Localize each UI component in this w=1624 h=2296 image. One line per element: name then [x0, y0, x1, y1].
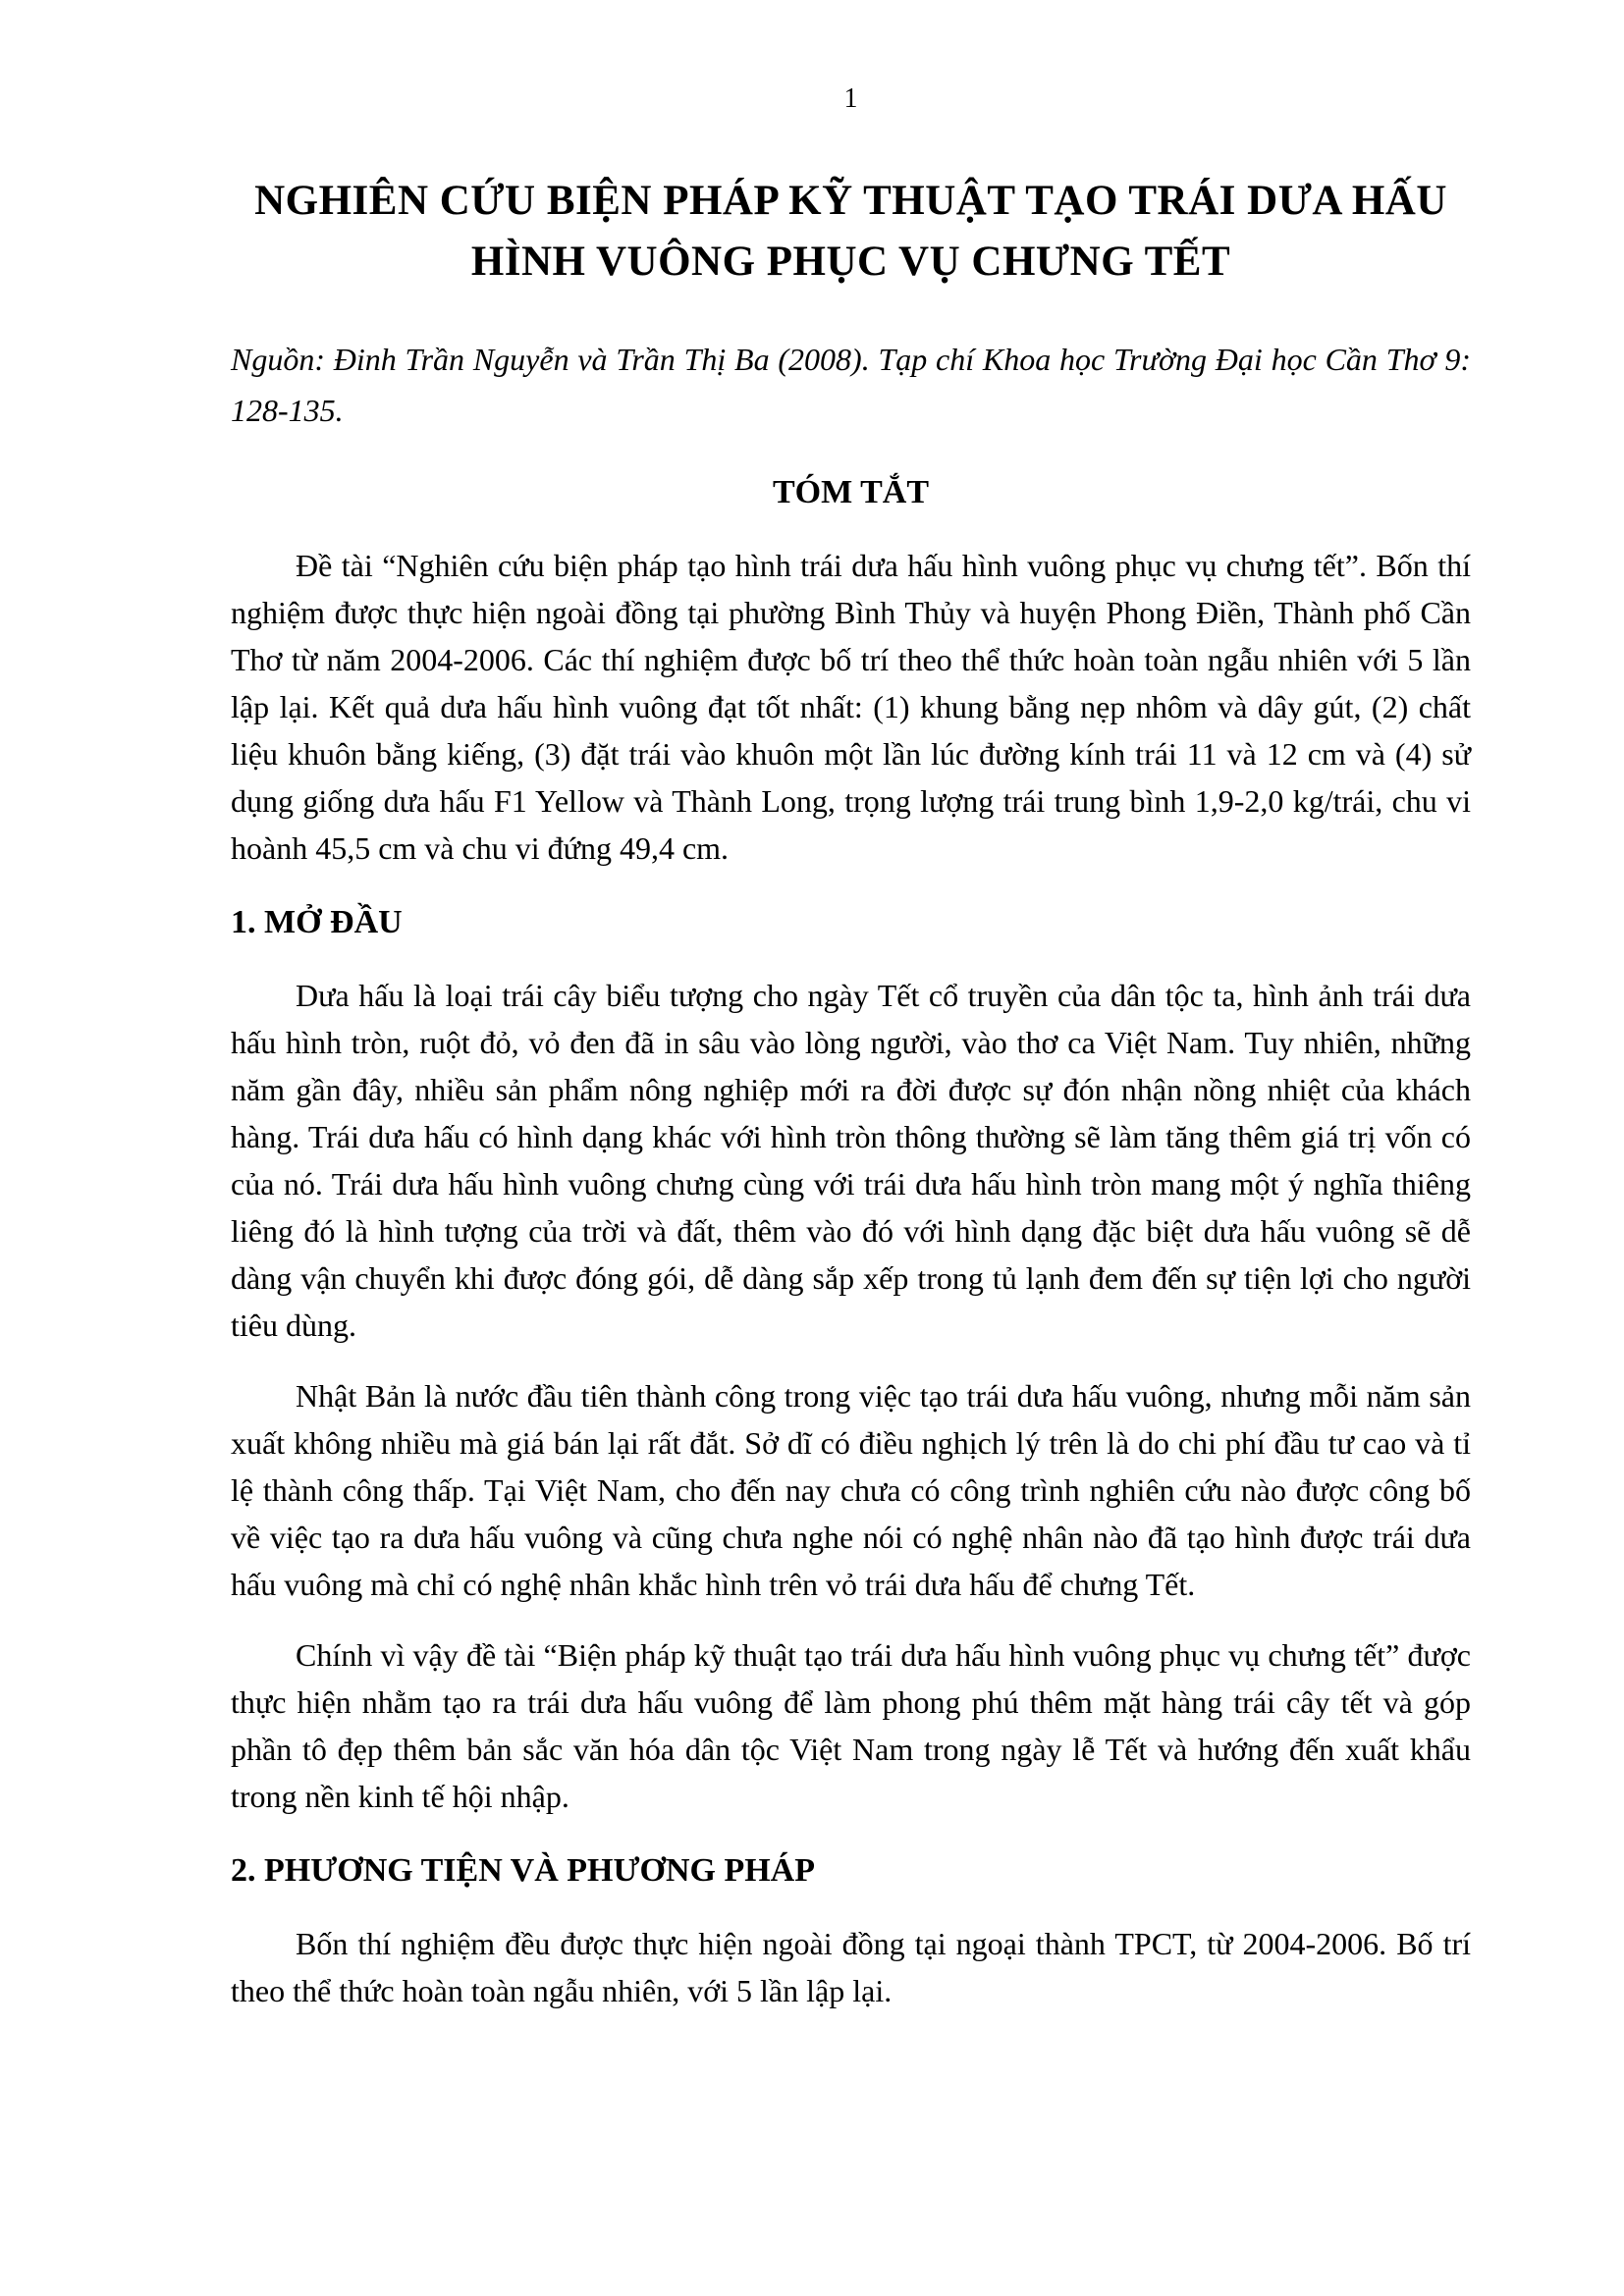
abstract-heading: TÓM TẮT — [772, 474, 929, 510]
section-1-paragraph-2: Nhật Bản là nước đầu tiên thành công trong việc tạo trái dưa hấu vuông, nhưng mỗi năm sản xuất không nhiều mà giá bán lại rất đắt. Sở dĩ có điều nghịch lý trên là do chi phí đầu tư cao và tỉ lệ thành công thấp. Tại Việt Nam, cho đến nay chưa có công trình nghiên cứu nào được công bố về việc tạo ra dưa hấu vuông và cũng chưa nghe nói có nghệ nhân nào đã tạo hình được trái dưa hấu vuông mà chỉ có nghệ nhân khắc hình trên vỏ trái dưa hấu để chưng Tết. — [231, 1378, 1471, 1602]
section-2-paragraph-1: Bốn thí nghiệm đều được thực hiện ngoài đồng tại ngoại thành TPCT, từ 2004-2006. Bố trí theo thể thức hoàn toàn ngẫu nhiên, với 5 lần lập lại. — [231, 1926, 1471, 2008]
section-2-heading: 2. PHƯƠNG TIỆN VÀ PHƯƠNG PHÁP — [231, 1852, 815, 1889]
page-number: 1 — [843, 83, 858, 114]
document-title: NGHIÊN CỨU BIỆN PHÁP KỸ THUẬT TẠO TRÁI DƯA HẤU HÌNH VUÔNG PHỤC VỤ CHƯNG TẾT — [254, 178, 1447, 285]
section-1-heading: 1. MỞ ĐẦU — [231, 904, 403, 940]
section-1-paragraph-1: Dưa hấu là loại trái cây biểu tượng cho ngày Tết cổ truyền của dân tộc ta, hình ảnh trái dưa hấu hình tròn, ruột đỏ, vỏ đen đã in sâu vào lòng người, vào thơ ca Việt Nam. Tuy nhiên, những năm gần đây, nhiều sản phẩm nông nghiệp mới ra đời được sự đón nhận nồng nhiệt của khách hàng. Trái dưa hấu có hình dạng khác với hình tròn thông thường sẽ làm tăng thêm giá trị vốn có của nó. Trái dưa hấu hình vuông chưng cùng với trái dưa hấu hình tròn mang một ý nghĩa thiêng liêng đó là hình tượng của trời và đất, thêm vào đó với hình dạng đặc biệt dưa hấu vuông sẽ dễ dàng vận chuyển khi được đóng gói, dễ dàng sắp xếp trong tủ lạnh đem đến sự tiện lợi cho người tiêu dùng. — [231, 978, 1471, 1343]
section-1-paragraph-3: Chính vì vậy đề tài “Biện pháp kỹ thuật tạo trái dưa hấu hình vuông phục vụ chưng tết” được thực hiện nhằm tạo ra trái dưa hấu vuông để làm phong phú thêm mặt hàng trái cây tết và góp phần tô đẹp thêm bản sắc văn hóa dân tộc Việt Nam trong ngày lễ Tết và hướng đến xuất khẩu trong nền kinh tế hội nhập. — [231, 1637, 1471, 1814]
abstract-paragraph: Đề tài “Nghiên cứu biện pháp tạo hình trái dưa hấu hình vuông phục vụ chưng tết”. Bốn thí nghiệm được thực hiện ngoài đồng tại phường Bình Thủy và huyện Phong Điền, Thành phố Cần Thơ từ năm 2004-2006. Các thí nghiệm được bố trí theo thể thức hoàn toàn ngẫu nhiên với 5 lần lập lại. Kết quả dưa hấu hình vuông đạt tốt nhất: (1) khung bằng nẹp nhôm và dây gút, (2) chất liệu khuôn bằng kiếng, (3) đặt trái vào khuôn một lần lúc đường kính trái 11 và 12 cm và (4) sử dụng giống dưa hấu F1 Yellow và Thành Long, trọng lượng trái trung bình 1,9-2,0 kg/trái, chu vi hoành 45,5 cm và chu vi đứng 49,4 cm. — [231, 548, 1471, 866]
source-citation: Nguồn: Đinh Trần Nguyễn và Trần Thị Ba (2008). Tạp chí Khoa học Trường Đại học Cần Thơ 9: 128-135. — [231, 342, 1471, 428]
